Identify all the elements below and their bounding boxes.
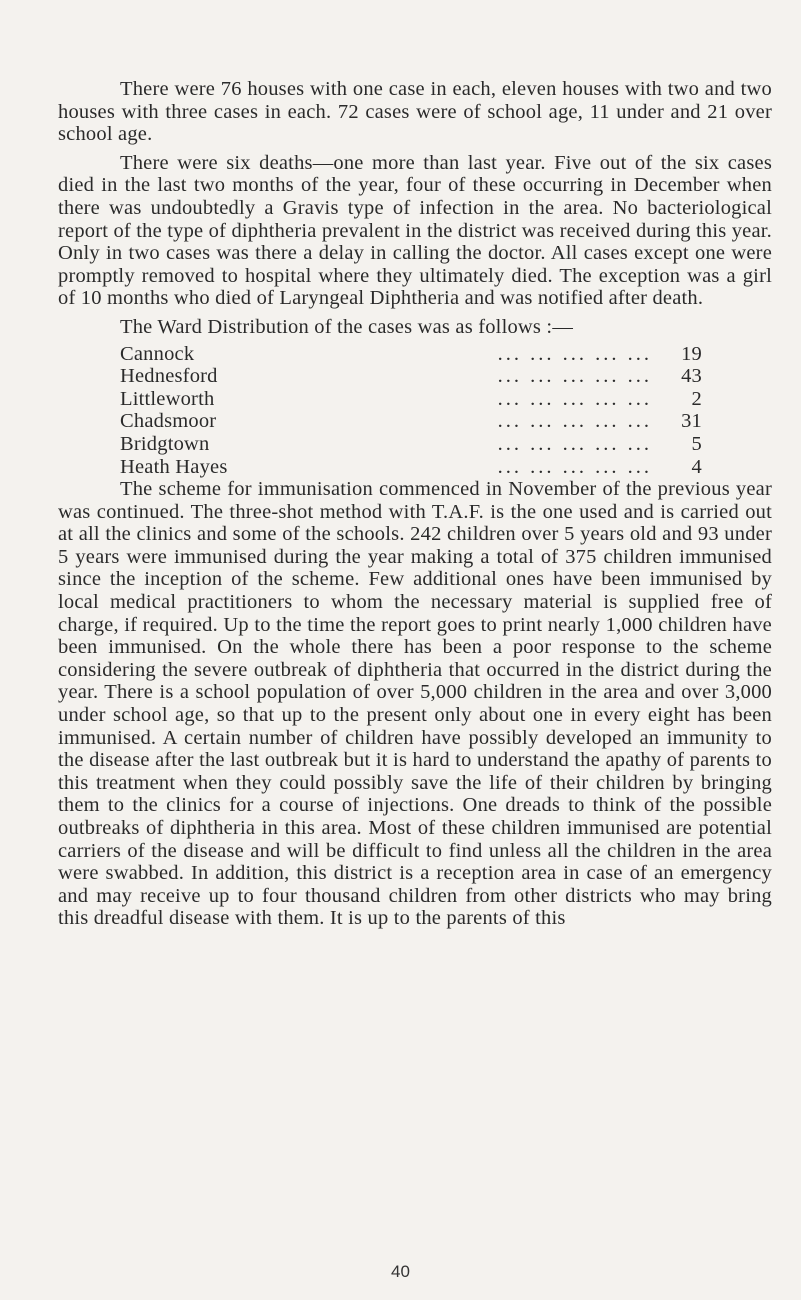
leader-dots: ... ... ... ... ...	[497, 455, 652, 478]
ward-name: Chadsmoor	[120, 410, 217, 433]
leader-dots: ... ... ... ... ...	[497, 365, 652, 388]
ward-count: 4	[691, 455, 702, 478]
ward-count: 2	[691, 387, 702, 410]
page-number: 40	[391, 1262, 410, 1281]
ward-row	[120, 365, 702, 388]
ward-name: Cannock	[120, 342, 195, 365]
paragraph-ward-intro: The Ward Distribution of the cases was as follows :—	[120, 315, 574, 338]
leader-dots: ... ... ... ... ...	[497, 410, 652, 433]
ward-count: 19	[681, 342, 702, 365]
ward-row	[120, 343, 702, 366]
paragraph-house-cases: There were 76 houses with one case in each, eleven houses with two and two houses with three cases in each. 72 cases were of school age, 11 under and 21 over school age.	[58, 78, 772, 146]
ward-count: 31	[681, 410, 702, 433]
ward-distribution-table	[120, 343, 702, 479]
paragraph-deaths: There were six deaths—one more than last year. Five out of the six cases died in the last two months of the year, four of these occurring in December when there was undoubtedly a Gravis type of infection in the area. No bacteriological report of the type of diphtheria prevalent in the district was received during this year. Only in two cases was there a delay in calling the doctor. All cases except one were promptly removed to hospital where they ultimately died. The exception was a girl of 10 months who died of Laryngeal Diphtheria and was notified after death.	[58, 151, 772, 310]
ward-row	[120, 456, 702, 479]
leader-dots: ... ... ... ... ...	[497, 342, 652, 365]
ward-count: 43	[681, 365, 702, 388]
ward-row	[120, 433, 702, 456]
ward-name: Hednesford	[120, 365, 218, 388]
document-page	[58, 78, 772, 930]
ward-count: 5	[691, 432, 702, 455]
leader-dots: ... ... ... ... ...	[497, 387, 652, 410]
ward-name: Littleworth	[120, 387, 215, 410]
leader-dots: ... ... ... ... ...	[497, 432, 652, 455]
paragraph-immunisation: The scheme for immunisation commenced in November of the previous year was continued. The three-shot method with T.A.F. is the one used and is carried out at all the clinics and some of the schools. 242 children over 5 years old and 93 under 5 years were immunised during the year making a total of 375 children immunised since the inception of the scheme. Few additional ones have been immunised by local medical practitioners to whom the necessary material is supplied free of charge, if required. Up to the time the report goes to print nearly 1,000 children have been immunised. On the whole there has been a poor response to the scheme considering the severe outbreak of diphtheria that occurred in the district during the year. There is a school population of over 5,000 children in the area and over 3,000 under school age, so that up to the present only about one in every eight has been immunised. A certain number of children have possibly developed an immunity to the disease after the last outbreak but it is hard to understand the apathy of parents to this treatment when they could possibly save the life of their children by bringing them to the clinics for a course of injections. One dreads to think of the possible outbreaks of diphtheria in this area. Most of these children immunised are potential carriers of the disease and will be difficult to find unless all the children in the area were swabbed. In addition, this district is a reception area in case of an emergency and may receive up to four thousand children from other districts who may bring this dreadful disease with them. It is up to the parents of this	[58, 478, 772, 930]
ward-name: Heath Hayes	[120, 455, 228, 478]
ward-name: Bridgtown	[120, 432, 210, 455]
ward-row	[120, 410, 702, 433]
ward-row	[120, 388, 702, 411]
